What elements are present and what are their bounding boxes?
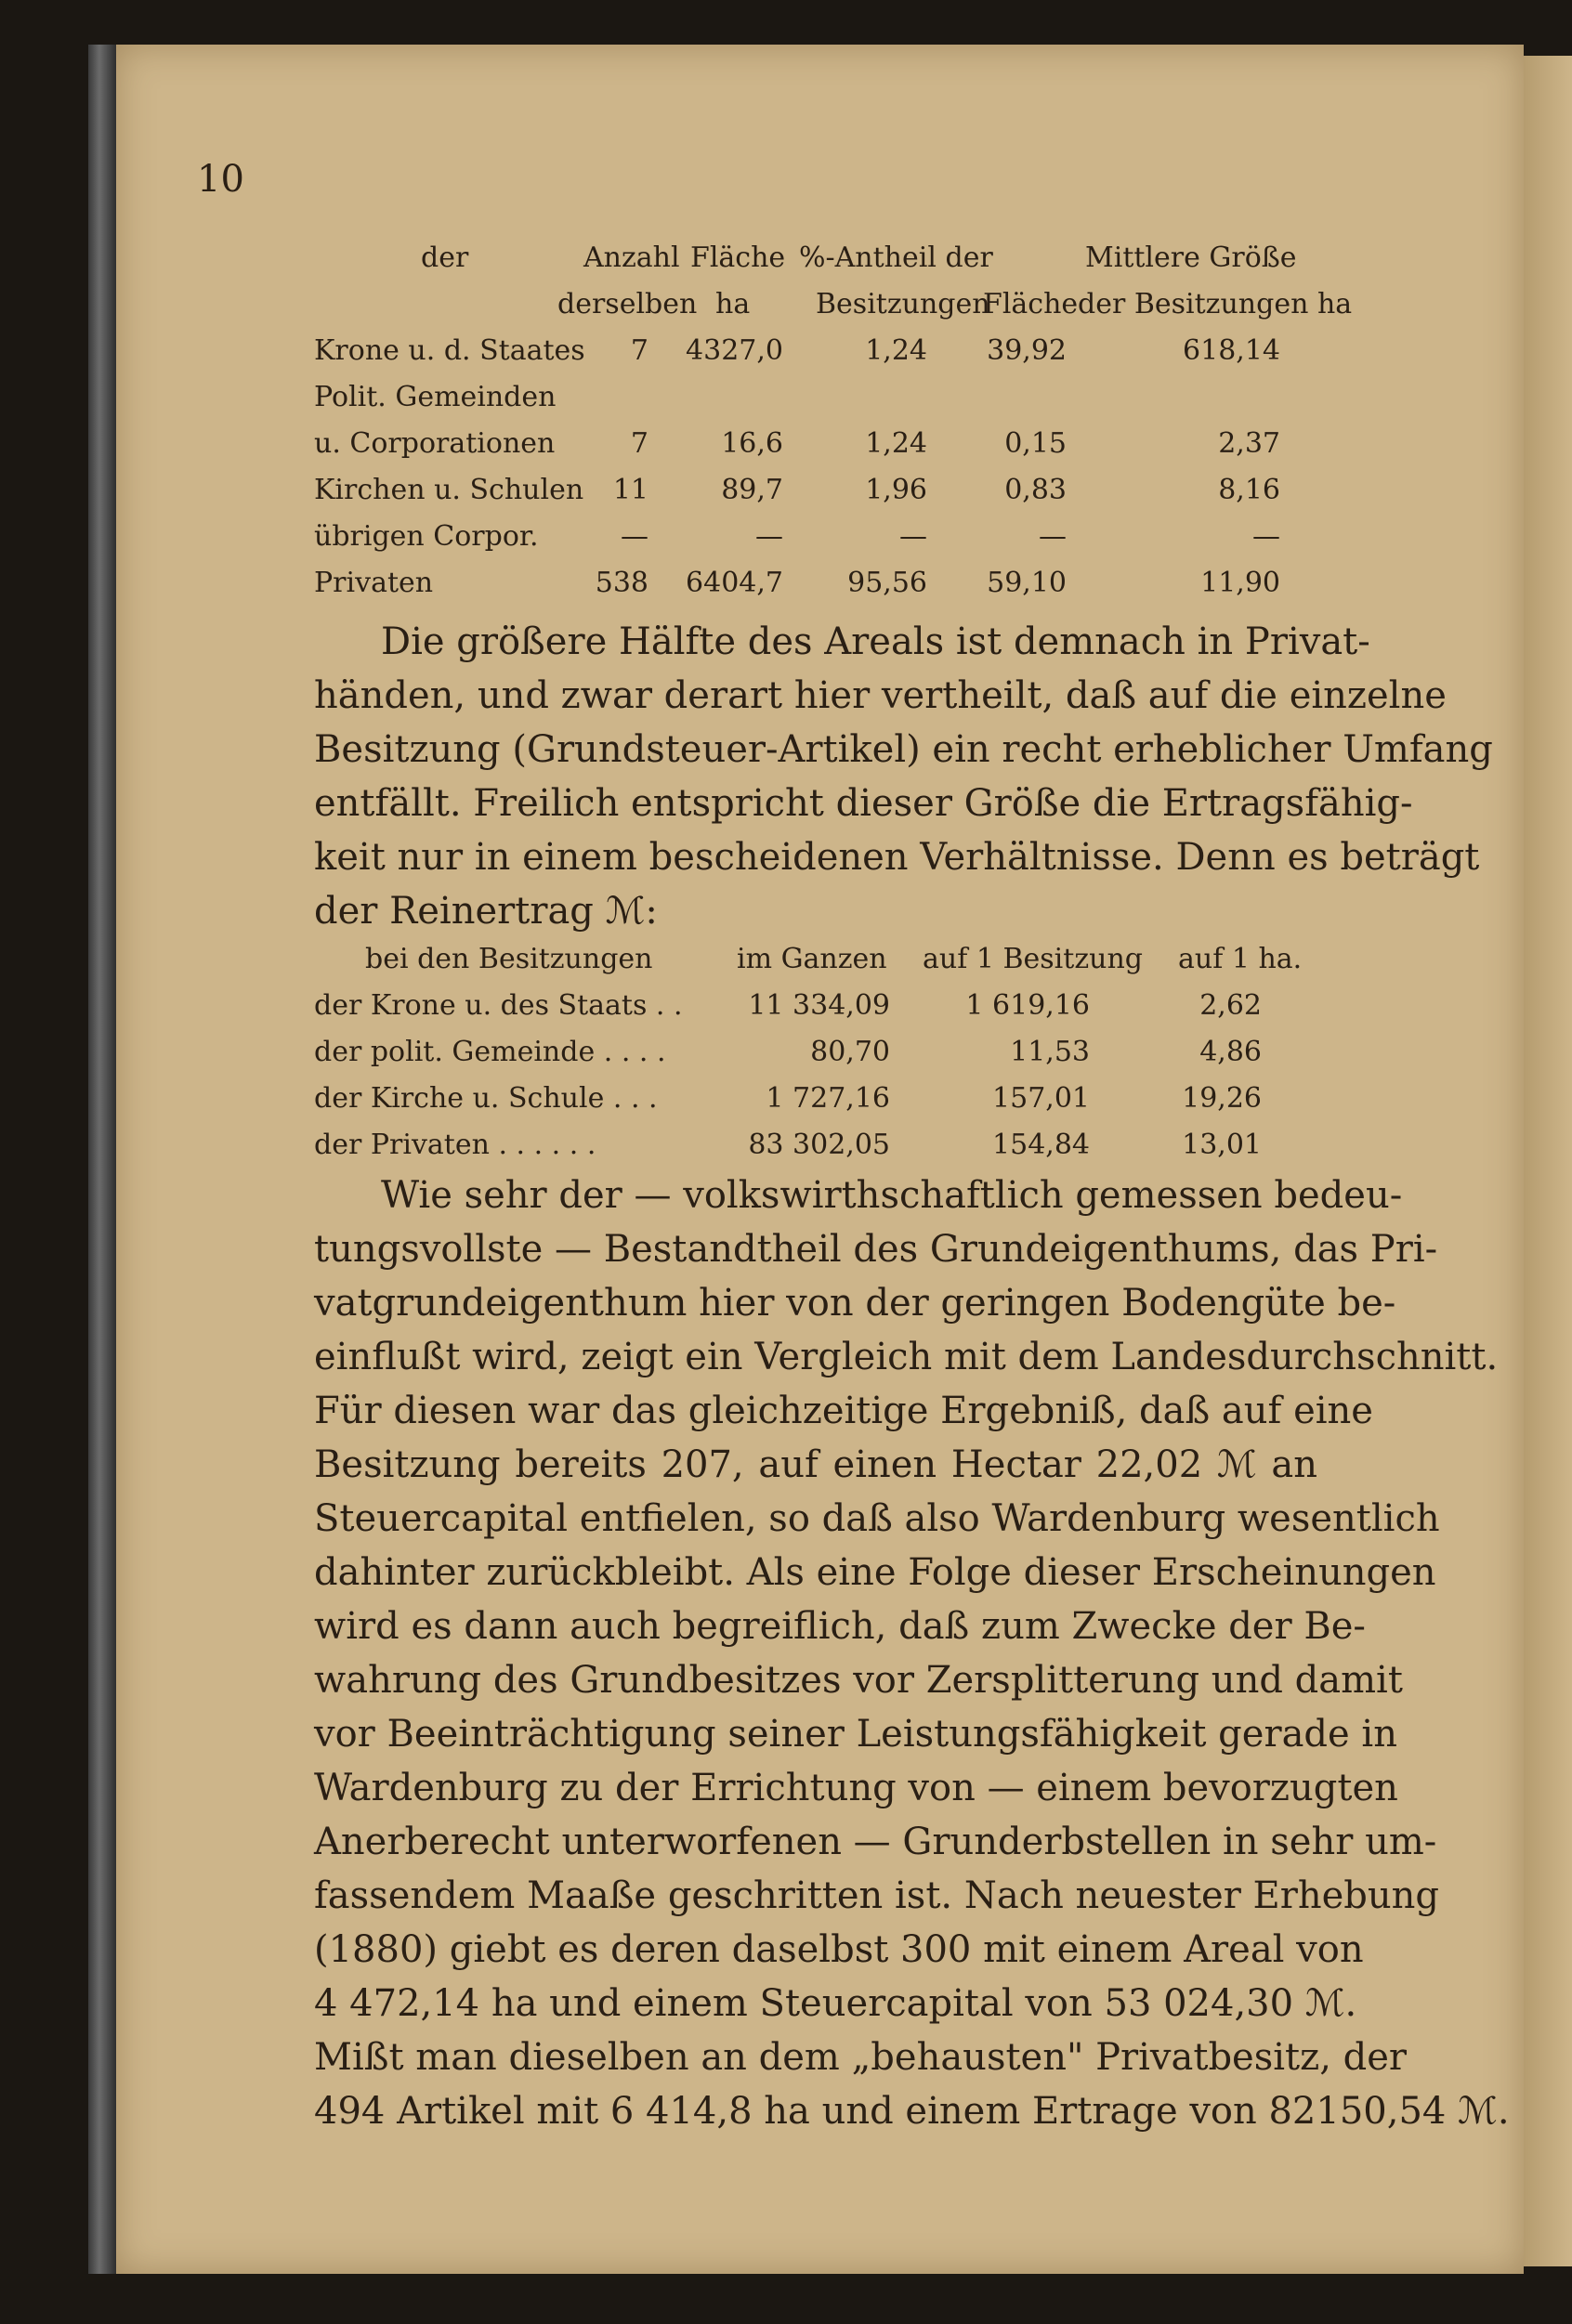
- row-label: der Kirche u. Schule . . .: [314, 1082, 658, 1115]
- text-line: 494 Artikel mit 6 414,8 ha und einem Ertrage von 82150,54 ℳ.: [314, 2090, 1510, 2133]
- text-line: entfällt. Freilich entspricht dieser Größe die Ertragsfähig-: [314, 782, 1413, 825]
- cell-anteil-besitz: 1,96: [865, 474, 927, 506]
- cell-anteil-besitz: —: [899, 520, 927, 553]
- cell-im-ganzen: 11 334,09: [748, 989, 890, 1022]
- cell-anteil-besitz: 1,24: [865, 334, 927, 367]
- page-number: 10: [197, 158, 244, 201]
- text-line: Steuercapital entfielen, so daß also Wardenburg wesentlich: [314, 1497, 1440, 1540]
- book-binding: [88, 45, 116, 2274]
- header-cell: Mittlere Größe: [1085, 242, 1297, 274]
- header-cell: ha: [715, 288, 751, 320]
- header-cell: im Ganzen: [737, 943, 887, 975]
- table-row: [314, 1036, 1317, 1080]
- cell-anteil-flaeche: 0,83: [1004, 474, 1067, 506]
- cell-flaeche: —: [755, 520, 783, 553]
- cell-anteil-flaeche: —: [1039, 520, 1067, 553]
- cell-pro-besitzung: 157,01: [992, 1082, 1090, 1115]
- cell-pro-ha: 19,26: [1182, 1082, 1262, 1115]
- row-label: u. Corporationen: [314, 427, 556, 460]
- text-line: Wie sehr der — volkswirthschaftlich gemessen bedeu-: [381, 1174, 1403, 1217]
- row-label: übrigen Corpor.: [314, 520, 539, 553]
- cell-anteil-flaeche: 0,15: [1004, 427, 1067, 460]
- cell-flaeche: 16,6: [721, 427, 783, 460]
- text-line: fassendem Maaße geschritten ist. Nach neuester Erhebung: [314, 1874, 1440, 1917]
- area-table: [314, 242, 1353, 613]
- text-line: Die größere Hälfte des Areals ist demnach in Privat-: [381, 620, 1370, 663]
- cell-pro-besitzung: 154,84: [992, 1129, 1090, 1161]
- header-cell: %-Antheil der: [799, 242, 993, 274]
- header-cell: bei den Besitzungen: [365, 943, 653, 975]
- header-cell: auf 1 ha.: [1178, 943, 1303, 975]
- header-cell: Fläche: [690, 242, 786, 274]
- cell-anteil-flaeche: 59,10: [987, 567, 1067, 599]
- row-label: der Krone u. des Staats . .: [314, 989, 683, 1022]
- paragraph-2: [314, 1169, 1510, 2138]
- row-label: der Privaten . . . . . .: [314, 1129, 596, 1161]
- text-line: Für diesen war das gleichzeitige Ergebniß, daß auf eine: [314, 1390, 1373, 1432]
- text-line: wird es dann auch begreiflich, daß zum Zwecke der Be-: [314, 1605, 1366, 1648]
- text-line: tungsvollste — Bestandtheil des Grundeigenthums, das Pri-: [314, 1228, 1438, 1271]
- cell-pro-besitzung: 11,53: [1010, 1036, 1090, 1068]
- header-cell: der: [421, 242, 469, 274]
- text-line: der Reinertrag ℳ:: [314, 890, 658, 933]
- paragraph-1: [314, 615, 1493, 938]
- cell-anteil-besitz: 1,24: [865, 427, 927, 460]
- cell-im-ganzen: 80,70: [810, 1036, 890, 1068]
- cell-anteil-besitz: 95,56: [847, 567, 927, 599]
- cell-anteil-flaeche: 39,92: [987, 334, 1067, 367]
- row-label: der polit. Gemeinde . . . .: [314, 1036, 666, 1068]
- header-cell: Anzahl: [583, 242, 680, 274]
- cell-mittel: 2,37: [1218, 427, 1280, 460]
- table-row: [314, 474, 1317, 518]
- cell-pro-ha: 4,86: [1199, 1036, 1262, 1068]
- text-line: dahinter zurückbleibt. Als eine Folge dieser Erscheinungen: [314, 1551, 1436, 1594]
- cell-mittel: 8,16: [1218, 474, 1280, 506]
- cell-pro-ha: 13,01: [1182, 1129, 1262, 1161]
- cell-flaeche: 89,7: [721, 474, 783, 506]
- cell-mittel: 618,14: [1183, 334, 1280, 367]
- text-line: händen, und zwar derart hier vertheilt, daß auf die einzelne: [314, 674, 1447, 717]
- cell-im-ganzen: 1 727,16: [766, 1082, 890, 1115]
- header-cell: der Besitzungen ha: [1078, 288, 1353, 320]
- cell-anzahl: 7: [630, 334, 648, 367]
- text-line: (1880) giebt es deren daselbst 300 mit einem Areal von: [314, 1928, 1364, 1971]
- cell-im-ganzen: 83 302,05: [748, 1129, 890, 1161]
- table-row: [314, 1129, 1317, 1173]
- row-label: Polit. Gemeinden: [314, 381, 557, 413]
- text-line: vor Beeinträchtigung seiner Leistungsfähigkeit gerade in: [314, 1713, 1397, 1756]
- cell-mittel: —: [1252, 520, 1280, 553]
- cell-anzahl: —: [621, 520, 648, 553]
- row-label: Krone u. d. Staates: [314, 334, 585, 367]
- text-line: Anerberecht unterworfenen — Grunderbstellen in sehr um-: [314, 1821, 1437, 1863]
- cell-pro-ha: 2,62: [1199, 989, 1262, 1022]
- text-line: Wardenburg zu der Errichtung von — einem bevorzugten: [314, 1767, 1398, 1809]
- cell-anzahl: 538: [595, 567, 648, 599]
- cell-mittel: 11,90: [1200, 567, 1280, 599]
- text-line: keit nur in einem bescheidenen Verhältnisse. Denn es beträgt: [314, 836, 1480, 879]
- cell-flaeche: 4327,0: [686, 334, 783, 367]
- cell-flaeche: 6404,7: [686, 567, 783, 599]
- text-line: Besitzung (Grundsteuer-Artikel) ein recht erheblicher Umfang: [314, 728, 1493, 771]
- text-line: einflußt wird, zeigt ein Vergleich mit dem Landesdurchschnitt.: [314, 1336, 1499, 1378]
- table-row: [314, 520, 1317, 565]
- text-line: 4 472,14 ha und einem Steuercapital von 53 024,30 ℳ.: [314, 1982, 1357, 2025]
- header-cell: derselben: [557, 288, 698, 320]
- facing-page-edge: [1524, 56, 1572, 2266]
- cell-anzahl: 7: [630, 427, 648, 460]
- header-cell: Besitzungen: [816, 288, 990, 320]
- header-cell: auf 1 Besitzung: [923, 943, 1143, 975]
- yield-table: [314, 943, 1317, 1166]
- text-line: Besitzung bereits 207, auf einen Hectar 22,02 ℳ an: [314, 1443, 1317, 1486]
- row-label: Privaten: [314, 567, 434, 599]
- table-row: [314, 567, 1317, 611]
- table-row: [314, 381, 1317, 425]
- header-cell: Fläche: [983, 288, 1079, 320]
- table-row: [314, 334, 1317, 379]
- text-line: Mißt man dieselben an dem „behausten" Privatbesitz, der: [314, 2036, 1408, 2079]
- cell-pro-besitzung: 1 619,16: [965, 989, 1090, 1022]
- table-row: [314, 1082, 1317, 1127]
- cell-anzahl: 11: [612, 474, 648, 506]
- text-line: vatgrundeigenthum hier von der geringen Bodengüte be-: [314, 1282, 1396, 1325]
- table-row: [314, 989, 1317, 1034]
- text-line: wahrung des Grundbesitzes vor Zersplitterung und damit: [314, 1659, 1403, 1702]
- table-row: [314, 427, 1317, 472]
- row-label: Kirchen u. Schulen: [314, 474, 584, 506]
